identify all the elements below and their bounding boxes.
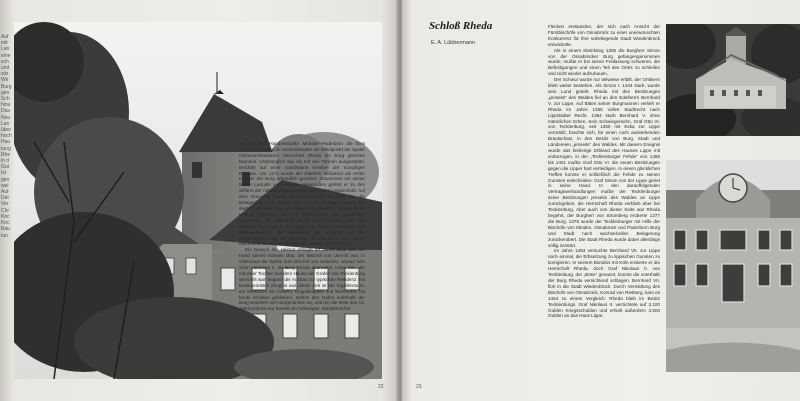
margin-text-line: hinu (1, 102, 11, 109)
margin-text-line: hoch (1, 133, 12, 140)
margin-text-line: Auf (1, 34, 9, 40)
paragraph: Ein Besuch der Heimat erfolgte im Jahre 1218 aus der Hand seines Sohnes Otto, der Bischof von Utrecht war, in Oldenzaal die Weihe zum Bischof von Selonien, worauf sein Sohn Hermann II. die Burg Rheda übernahm. Unter ihm, der mit einer Tochter aus dem Hause der Grafen von Tecklenburg vermählt war, begann der Ausbau zur typischen Residenz. Als bedeutendstes Zeugnis aus dieser Zeit ist der Kapellenturm, ein Wehrturm mit Torturm, Doppelkapelle und Wohnturm, bis heute erhalten geblieben. Neben den Hofen unterhalb der Burg siedelten sich Burgmannen an, und um die Mitte des 13. Jahrhunderts war bereits ein befestigter, städtähnlicher (239, 247, 365, 312)
margin-text-line: Lan (1, 46, 10, 53)
right-text-column (548, 24, 660, 381)
margin-text-line: und (1, 65, 10, 72)
article-title: Schloß Rheda (429, 20, 493, 32)
right-page (402, 0, 800, 401)
margin-text-line: Kirc (1, 213, 10, 220)
margin-text-line: Burg (1, 83, 12, 90)
paragraph: Im Jahre 1453 versuchte Bernhard VII. zur Lippe noch einmal, die Erbsetzung zu lippischen Gunsten zu korrigieren. In seinem Bündnis mit Köln eroberte er die Herrschaft Rheda, doch Graf Nikolaus II. von Tecklenburg, der „Böse“ genannt, konnte die unterhalb der Burg Rheda vernichtend schlagen. Bernhard VII. floh in die Stadt Wiedenbrück. Durch Vermittlung des Bischofs von Osnabrück, Konrad von Rietberg, kam es 1454 zu einem Vergleich: Rheda blieb im Besitz Tecklenburgs. Graf Nikolaus II. verzichtete auf 3.100 Gulden Kriegsschulden und erhielt außerdem 3.500 Gulden an das Haus Lippe. (548, 248, 660, 319)
margin-text-line: Hau (1, 139, 11, 146)
palace-facade-photo (666, 160, 800, 372)
margin-text-line: wei (1, 182, 9, 189)
margin-text-line: Auf (1, 189, 9, 196)
aerial-castle-photo (666, 24, 800, 136)
margin-text-line: Sch (1, 96, 10, 103)
margin-text-line: in d (1, 158, 10, 165)
margin-text-line: ist (1, 170, 6, 177)
margin-text-line: Rhe (1, 151, 11, 158)
margin-text-line: eine (1, 52, 11, 59)
page-number-right: 23 (416, 384, 422, 390)
margin-text-line: Gut (1, 164, 10, 171)
margin-text-line: gen (1, 89, 10, 96)
margin-text-line: Lan (1, 120, 10, 127)
previous-page-text-fragment (1, 34, 13, 239)
margin-text-line: Ver (1, 201, 9, 208)
margin-text-line: Das (1, 108, 10, 115)
margin-text-line: Bau (1, 226, 10, 233)
margin-text-line: Wir (1, 77, 9, 84)
margin-text-line: sitz. (1, 71, 10, 78)
paragraph: Flecken entstanden, der sich nach Ansicht der Fürstbischöfe von Osnabrück zu einer unerwünschten Konkurrenz für ihre naheliegende Stadt Wiedenbrück entwickelte. (548, 24, 660, 47)
margin-text-line: Chr (1, 207, 10, 214)
margin-text-line: Det (1, 195, 9, 202)
page-number-left: 22 (378, 384, 384, 390)
margin-text-line: Kirc (1, 220, 10, 227)
left-text-column (239, 141, 365, 384)
margin-text-line: Neu (1, 114, 11, 121)
paragraph: Wo die alte Handelsstraße Münster–Paderborn die Ems kreuzte, entstand im Hochmittelalter als Mittelpunkt der später reichsunmittelbaren Herrschaft Rheda die Burg gleichen Namens. Ursprünglich war sie mit vier Türmen ausgestattet, errichtet auf einer Sandsdüne inmitten der sumpfigen Emsaue. Um 1170 wurde der Edelherr Widukind als erster Inhaber der Burg urkundlich genannt. Zusammen mit seiner Mutter Lutrudis und anderen Verwandten gehört er zu den Stiftern der nahegelegenen Zisterzienserabtei Marienfeld. Auf dem Kreuzzug Kaiser Barbarossas fiel er 1189 bei der Belagerung von Akkon. Der Chronik zufolge wurden die sterblichen Überreste von einem frommen Ritter zurück in die Heimat gebracht und im Kapitelhaus von Marienfeld beigesetzt. Da Widukind ohne Nachkommen war, trat Edelherr Bernhard II. zur Lippe, ein naher Verwandter und Wohngastgeber, die Nachfolge als Burgherr an. Im vorgerückten Alter trat Bernhard als Mönch in das Kloster Marienfeld ein und wurde Abt des Klosters Dünamünde. (239, 141, 365, 247)
paragraph: Als in einem Kleinkrieg 1305 die Burgherr Simon von der Osnabrücker Burg gefangengenommen wurde, mußte er bei seiner Freilassung schwören, die Befestigungen und einen Teil des Ortes zu schleifen und nicht wieder aufzubauen. (548, 47, 660, 77)
article-author: E. A. Lübbermann (431, 40, 476, 46)
margin-text-line: tun (1, 232, 8, 239)
left-page (0, 0, 398, 401)
margin-text-line: mit (1, 40, 8, 47)
margin-text-line: gen (1, 176, 10, 183)
margin-text-line: über (1, 127, 12, 134)
paragraph: Der Schwur wurde nur teilweise erfüllt, der Ortskern blieb weiter bestehen. Als Simon I. 1344 starb, wurde sein Land geteilt. Rheda mit den Besitzungen „jenseits“ des Waldes fiel an den Edelherrn Bernhard V. zur Lippe. Auf Bitten seiner Burgmannen verlieh er Rheda im Jahre 1355 volles Stadtrecht nach Lippstädter Recht. 1364 starb Bernhard V. ohne männlichen Erben. Sein Schwiegersohn, Graf Otto VI. von Tecklenburg, seit 1360 mit Eska zur Lippe vermählt, brachte sich, für einen noch ausstehenden Brautschatz, in den Besitz von Burg, Stadt und Ländereien „jenseits“ des Waldes. Mit diesem Ereignis wurde das bisherige Erbland des Hauses Lippe mit einbezogen, in der „Tecklenburger Fehde“ von 1368 bis 1401 mußte Graf Otto VI. die neuen Besitzungen gegen die Lipper hart verteidigen. In einem glücklichen Treffen konnte er schließlich die Fehde zu seinen Gunsten entscheiden. Graf Simon von der Lippe geriet in seine Hand. In den darauffolgenden Vertragsverhandlungen mußte der Tecklenburger seine Besitzungen jenseits des Waldes an Lippe zurückgeben, die Herrschaft Rheda verblieb aber bei Tecklenburg. Aber auch von dieser Seite war Rheda begehrt, der Burgherr von Stromberg eroberte 1377 die Burg. 1378 wurde der Tecklenburger mit Hilfe der Bischöfe von Minden, Osnabrück und Paderborn Burg und Stadt nach wechselvollen Belagerung zurückerobert. Die Stadt Rheda wurde dabei allerdings völlig zerstört. (548, 77, 660, 248)
margin-text-line: sch (1, 58, 9, 65)
margin-text-line: tung (1, 145, 11, 152)
